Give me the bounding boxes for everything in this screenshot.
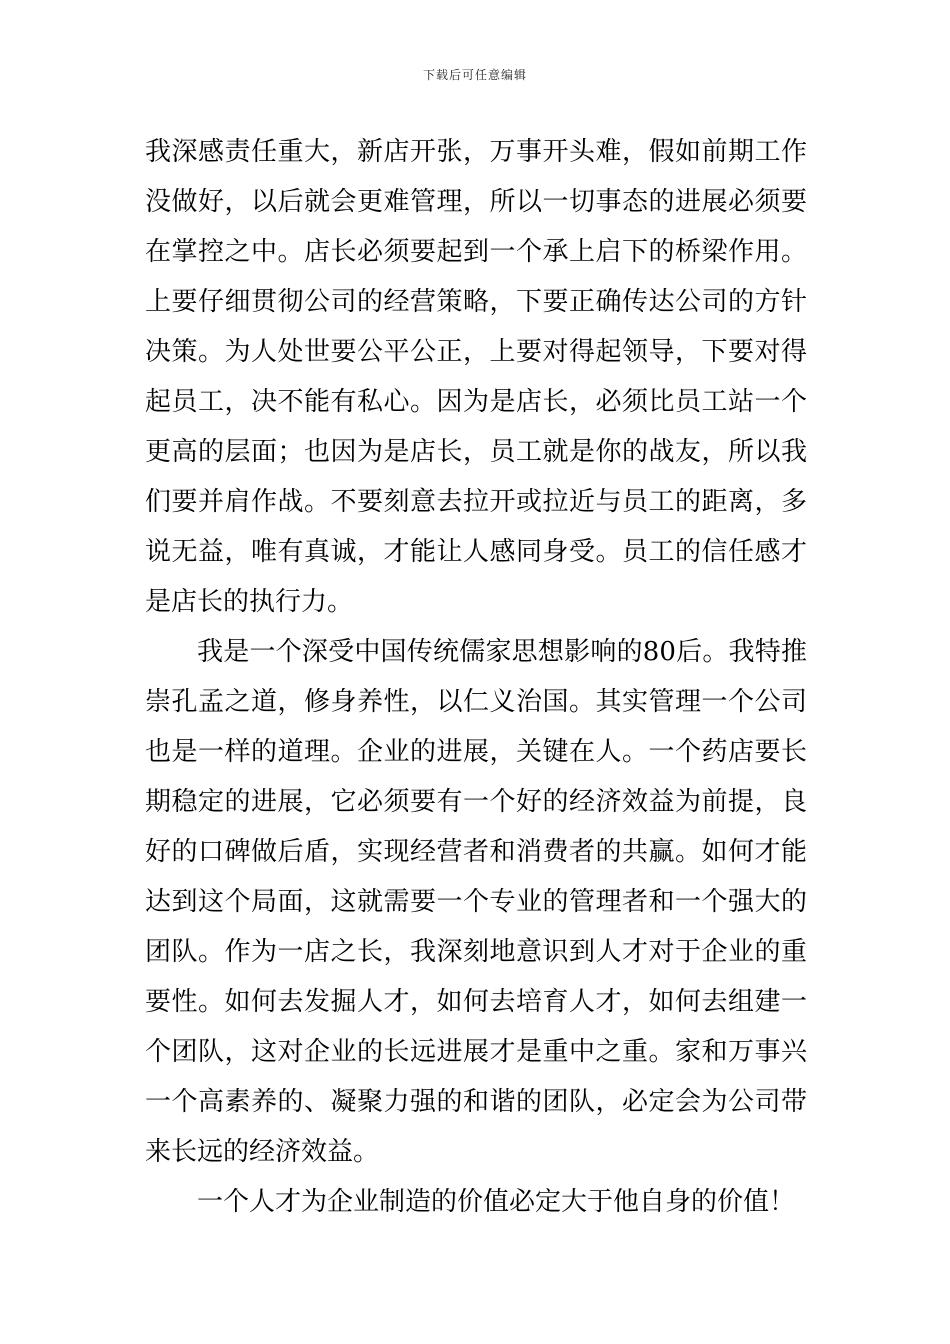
text-line: 没做好，以后就会更难管理，所以一切事态的进展必须要 bbox=[145, 187, 807, 217]
text-line: 要性。如何去发掘人才，如何去培育人才，如何去组建一 bbox=[145, 987, 807, 1017]
text-line: 更高的层面；也因为是店长，员工就是你的战友，所以我 bbox=[145, 437, 807, 467]
text-line: 团队。作为一店之长，我深刻地意识到人才对于企业的重 bbox=[145, 937, 807, 967]
text-line: 起员工，决不能有私心。因为是店长，必须比员工站一个 bbox=[145, 387, 807, 417]
text-line: 一个人才为企业制造的价值必定大于他自身的价值！ bbox=[197, 1187, 796, 1217]
text-line: 个团队，这对企业的长远进展才是重中之重。家和万事兴 bbox=[145, 1037, 807, 1067]
text-line: 在掌控之中。店长必须要起到一个承上启下的桥梁作用。 bbox=[145, 237, 807, 267]
text-line: 我是一个深受中国传统儒家思想影响的80后。我特推 bbox=[197, 637, 807, 667]
paragraph-1 bbox=[145, 127, 807, 627]
text-line: 一个高素养的、凝聚力强的和谐的团队，必定会为公司带 bbox=[145, 1087, 807, 1117]
text-line: 崇孔孟之道，修身养性，以仁义治国。其实管理一个公司 bbox=[145, 687, 807, 717]
text-line: 期稳定的进展，它必须要有一个好的经济效益为前提，良 bbox=[145, 787, 807, 817]
header-note: 下载后可任意编辑 bbox=[422, 68, 527, 82]
text-line: 是店长的执行力。 bbox=[145, 587, 354, 617]
text-line: 我深感责任重大，新店开张，万事开头难，假如前期工作 bbox=[145, 137, 807, 167]
text-line: 达到这个局面，这就需要一个专业的管理者和一个强大的 bbox=[145, 887, 807, 917]
text-line: 决策。为人处世要公平公正，上要对得起领导，下要对得 bbox=[145, 337, 807, 367]
text-line: 说无益，唯有真诚，才能让人感同身受。员工的信任感才 bbox=[145, 537, 807, 567]
text-line: 好的口碑做后盾，实现经营者和消费者的共赢。如何才能 bbox=[145, 837, 807, 867]
text-line: 上要仔细贯彻公司的经营策略，下要正确传达公司的方针 bbox=[145, 287, 807, 317]
text-line: 们要并肩作战。不要刻意去拉开或拉近与员工的距离，多 bbox=[145, 487, 807, 517]
paragraph-2 bbox=[145, 627, 807, 1177]
text-line: 也是一样的道理。企业的进展，关键在人。一个药店要长 bbox=[145, 737, 807, 767]
document-body bbox=[145, 127, 807, 1227]
text-line: 来长远的经济效益。 bbox=[145, 1137, 380, 1167]
paragraph-3 bbox=[145, 1177, 807, 1227]
